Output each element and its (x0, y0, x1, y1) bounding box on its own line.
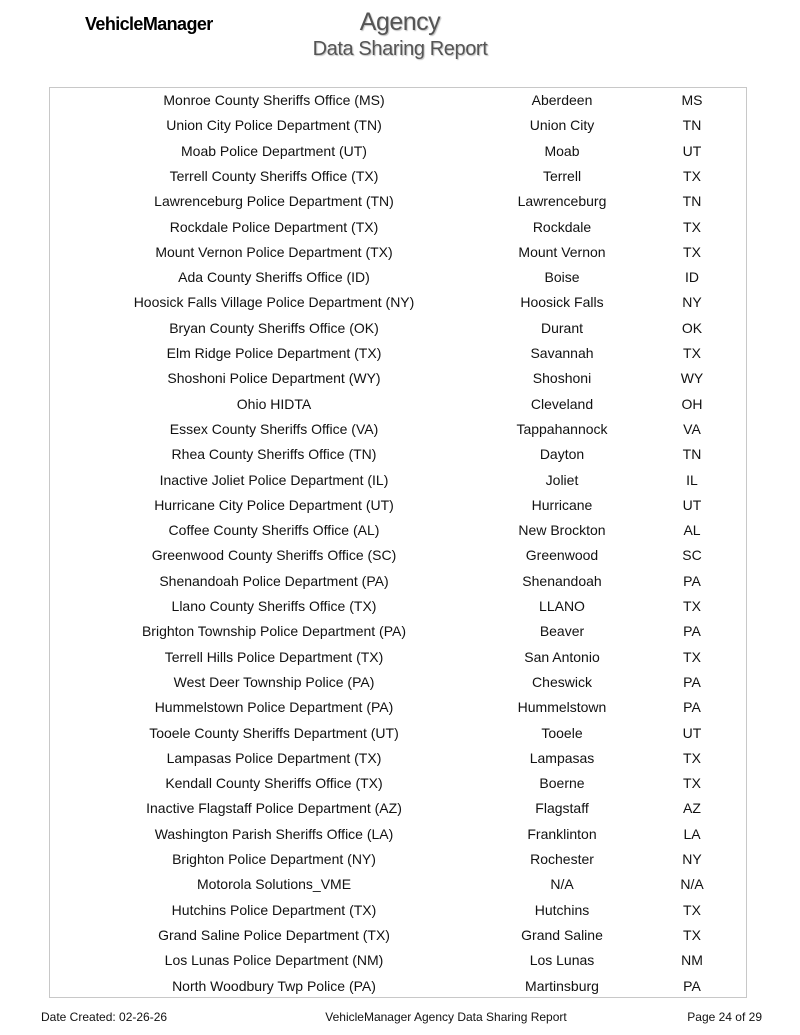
agency-name-cell: Inactive Joliet Police Department (IL) (159, 471, 389, 488)
city-cell: Union City (529, 117, 595, 134)
state-cell: UT (682, 496, 702, 513)
state-cell: LA (683, 825, 701, 842)
city-cell: Beaver (539, 623, 585, 640)
city-cell: Martinsburg (525, 977, 599, 994)
city-cell: Tappahannock (516, 420, 608, 437)
agency-name-cell: Hummelstown Police Department (PA) (154, 699, 394, 716)
footer-report-name: VehicleManager Agency Data Sharing Report (325, 1010, 567, 1024)
city-cell: Terrell (542, 167, 582, 184)
state-cell: TX (683, 218, 701, 235)
table-row (0, 645, 800, 670)
city-cell: Cheswick (532, 673, 592, 690)
city-cell: Boerne (539, 775, 585, 792)
table-row (0, 974, 800, 999)
city-cell: Hummelstown (517, 699, 607, 716)
agency-name-cell: Llano County Sheriffs Office (TX) (171, 598, 377, 614)
agency-name-cell: Rhea County Sheriffs Office (TN) (171, 446, 377, 463)
agency-name-cell: Shenandoah Police Department (PA) (159, 572, 389, 589)
agency-name-cell: Hutchins Police Department (TX) (171, 901, 377, 918)
city-cell: Moab (544, 142, 580, 159)
state-cell: SC (682, 547, 702, 564)
city-cell: San Antonio (524, 648, 600, 665)
table-row (0, 493, 800, 518)
city-cell: Flagstaff (535, 800, 589, 817)
footer-date-created: Date Created: 02-26-26 (41, 1010, 168, 1024)
table-row (0, 417, 800, 442)
city-cell: Franklinton (527, 825, 597, 842)
city-cell: Grand Saline (521, 926, 603, 943)
state-cell: TX (683, 901, 701, 918)
table-row (0, 240, 800, 265)
table-row (0, 746, 800, 771)
report-title (250, 8, 550, 62)
state-cell: OK (681, 319, 703, 336)
state-cell: ID (685, 269, 699, 286)
city-cell: Cleveland (530, 395, 594, 412)
agency-name-cell: Inactive Flagstaff Police Department (AZ) (146, 800, 402, 817)
agency-name-cell: Brighton Township Police Department (PA) (141, 623, 407, 640)
city-cell: Tooele (541, 724, 583, 741)
state-cell: AL (683, 522, 701, 539)
table-row (0, 796, 800, 821)
state-cell: TN (682, 193, 702, 210)
table-row (0, 923, 800, 948)
agency-name-cell: North Woodbury Twp Police (PA) (172, 977, 376, 994)
table-row (0, 366, 800, 391)
city-cell: Dayton (539, 446, 585, 463)
table-row (0, 822, 800, 847)
state-cell: AZ (683, 800, 701, 817)
table-row (0, 721, 800, 746)
state-cell: TX (683, 598, 701, 614)
agency-name-cell: Hoosick Falls Village Police Department (NY) (133, 294, 415, 311)
state-cell: TX (683, 926, 701, 943)
city-cell: Hoosick Falls (520, 294, 604, 311)
agency-name-cell: Moab Police Department (UT) (181, 142, 367, 159)
city-cell: New Brockton (518, 522, 606, 539)
agency-name-cell: West Deer Township Police (PA) (173, 673, 375, 690)
city-cell: Hurricane (531, 496, 593, 513)
table-row (0, 543, 800, 568)
state-cell: TX (683, 167, 701, 184)
state-cell: WY (680, 370, 704, 387)
state-cell: TX (683, 345, 701, 361)
state-cell: PA (683, 673, 701, 690)
table-row (0, 88, 800, 113)
footer-page-number: Page 24 of 29 (687, 1010, 762, 1024)
table-row (0, 392, 800, 417)
table-row (0, 341, 800, 366)
city-cell: Shoshoni (532, 370, 592, 387)
table-row (0, 695, 800, 720)
agency-name-cell: Greenwood County Sheriffs Office (SC) (151, 547, 397, 564)
state-cell: TX (683, 648, 701, 665)
table-row (0, 442, 800, 467)
agency-name-cell: Terrell Hills Police Department (TX) (164, 648, 384, 665)
state-cell: TX (683, 749, 701, 766)
report-title-line1: Agency (359, 8, 441, 36)
agency-name-cell: Rockdale Police Department (TX) (169, 218, 379, 235)
agency-name-cell: Lawrenceburg Police Department (TN) (154, 193, 394, 210)
agency-name-cell: Kendall County Sheriffs Office (TX) (165, 775, 383, 792)
table-row (0, 948, 800, 973)
table-row (0, 189, 800, 214)
state-cell: NY (682, 851, 702, 867)
state-cell: PA (683, 623, 701, 640)
table-row (0, 847, 800, 872)
city-cell: Aberdeen (531, 92, 593, 108)
agency-name-cell: Coffee County Sheriffs Office (AL) (168, 522, 380, 539)
brand-logo-text: VehicleManager (85, 14, 213, 34)
state-cell: UT (682, 142, 702, 159)
agency-name-cell: Terrell County Sheriffs Office (TX) (169, 167, 379, 184)
state-cell: PA (683, 977, 701, 994)
agency-name-cell: Grand Saline Police Department (TX) (158, 926, 390, 943)
state-cell: NY (682, 294, 702, 311)
table-row (0, 619, 800, 644)
state-cell: NM (681, 952, 703, 969)
city-cell: Savannah (530, 345, 594, 361)
state-cell: PA (683, 699, 701, 716)
state-cell: VA (683, 420, 701, 437)
city-cell: Rochester (530, 851, 594, 867)
table-row (0, 164, 800, 189)
table-row (0, 139, 800, 164)
agency-name-cell: Bryan County Sheriffs Office (OK) (169, 319, 379, 336)
agency-name-cell: Los Lunas Police Department (NM) (164, 952, 384, 969)
city-cell: Los Lunas (529, 952, 595, 969)
city-cell: N/A (550, 876, 574, 893)
table-row (0, 316, 800, 341)
agency-name-cell: Union City Police Department (TN) (166, 117, 382, 134)
table-row (0, 468, 800, 493)
table-row (0, 594, 800, 619)
table-row (0, 518, 800, 543)
agency-name-cell: Monroe County Sheriffs Office (MS) (163, 92, 385, 108)
state-cell: UT (682, 724, 702, 741)
state-cell: OH (681, 395, 703, 412)
agency-name-cell: Hurricane City Police Department (UT) (154, 496, 394, 513)
agency-name-cell: Ohio HIDTA (236, 395, 312, 412)
table-row (0, 113, 800, 138)
agency-name-cell: Tooele County Sheriffs Department (UT) (149, 724, 399, 741)
agency-name-cell: Washington Parish Sheriffs Office (LA) (154, 825, 394, 842)
state-cell: N/A (680, 876, 704, 893)
agency-name-cell: Brighton Police Department (NY) (172, 851, 376, 867)
agency-name-cell: Motorola Solutions_VME (196, 876, 352, 893)
table-row (0, 898, 800, 923)
table-row (0, 215, 800, 240)
state-cell: IL (686, 471, 698, 488)
state-cell: TX (683, 775, 701, 792)
agency-name-cell: Mount Vernon Police Department (TX) (155, 243, 393, 260)
city-cell: LLANO (539, 598, 585, 614)
agency-name-cell: Shoshoni Police Department (WY) (167, 370, 381, 387)
city-cell: Greenwood (525, 547, 599, 564)
city-cell: Joliet (545, 471, 579, 488)
table-row (0, 290, 800, 315)
report-title-line2: Data Sharing Report (312, 38, 488, 60)
agency-name-cell: Essex County Sheriffs Office (VA) (169, 420, 379, 437)
city-cell: Lawrenceburg (517, 193, 607, 210)
agency-name-cell: Ada County Sheriffs Office (ID) (178, 269, 370, 286)
table-row (0, 670, 800, 695)
agency-name-cell: Lampasas Police Department (TX) (166, 749, 382, 766)
table-row (0, 265, 800, 290)
table-row (0, 872, 800, 897)
state-cell: TX (683, 243, 701, 260)
table-row (0, 569, 800, 594)
state-cell: TN (682, 446, 702, 463)
city-cell: Shenandoah (522, 572, 602, 589)
agency-name-cell: Elm Ridge Police Department (TX) (166, 345, 382, 361)
city-cell: Boise (544, 269, 580, 286)
city-cell: Rockdale (532, 218, 592, 235)
city-cell: Durant (540, 319, 584, 336)
state-cell: TN (682, 117, 702, 134)
table-row (0, 771, 800, 796)
city-cell: Mount Vernon (518, 243, 606, 260)
state-cell: MS (681, 92, 703, 108)
city-cell: Hutchins (534, 901, 590, 918)
city-cell: Lampasas (529, 749, 595, 766)
state-cell: PA (683, 572, 701, 589)
